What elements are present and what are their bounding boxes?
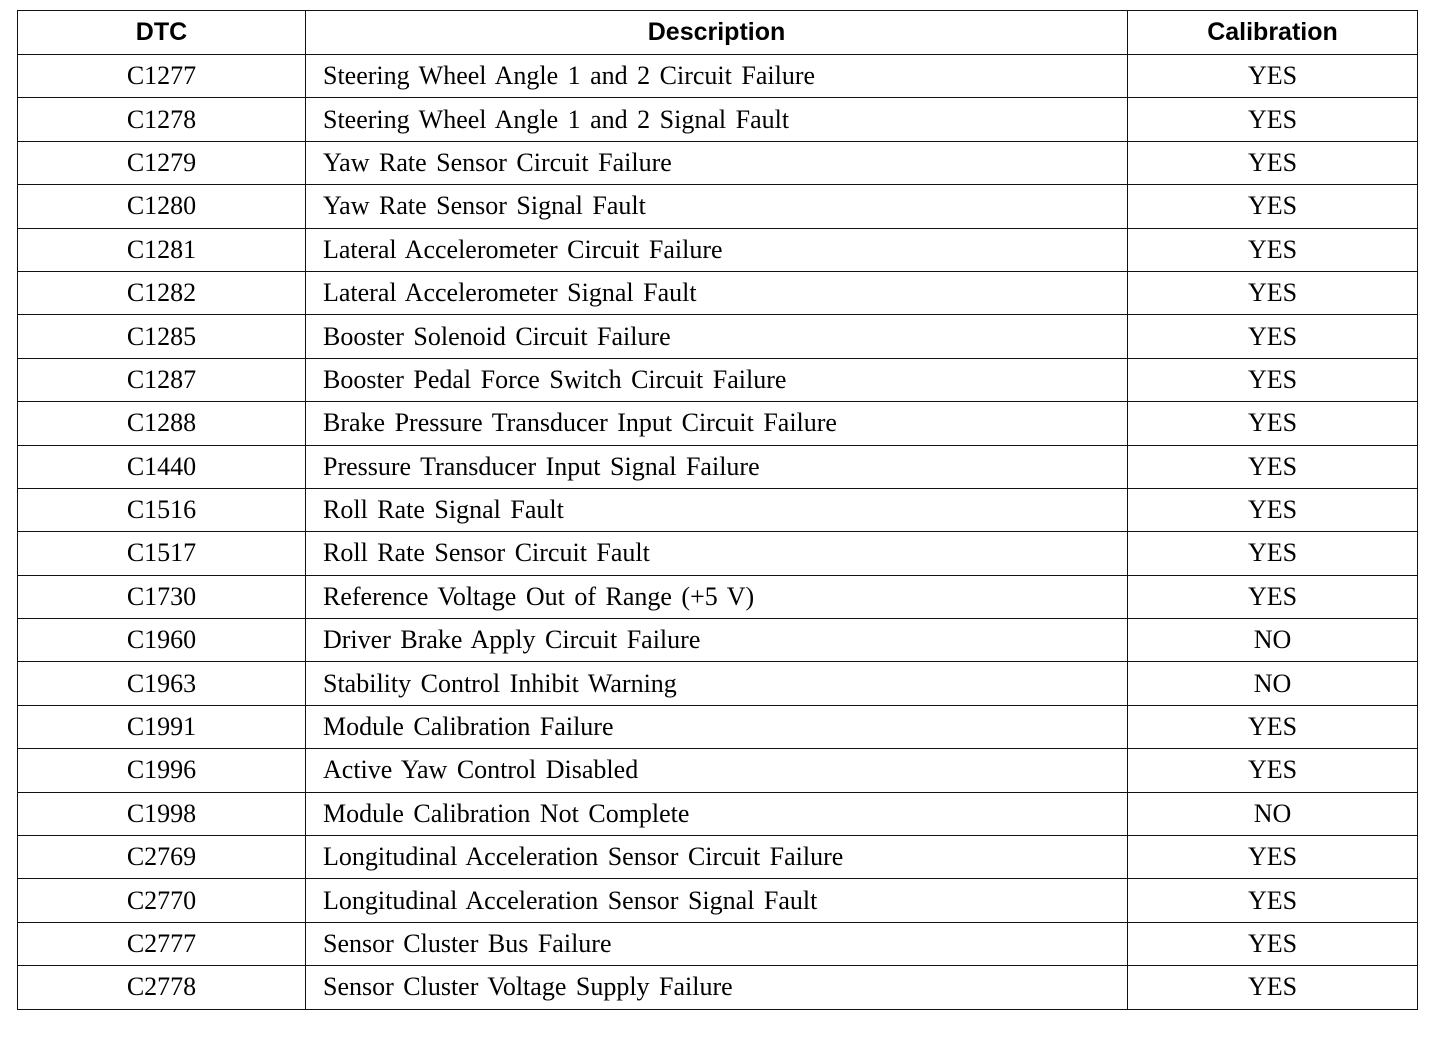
calibration-cell: YES bbox=[1128, 749, 1418, 792]
dtc-cell: C1440 bbox=[18, 445, 306, 488]
table-row bbox=[18, 228, 1418, 271]
calibration-cell: YES bbox=[1128, 879, 1418, 922]
dtc-cell: C1281 bbox=[18, 228, 306, 271]
description-cell: Pressure Transducer Input Signal Failure bbox=[306, 445, 1128, 488]
table-row bbox=[18, 488, 1418, 531]
description-cell: Active Yaw Control Disabled bbox=[306, 749, 1128, 792]
table-row bbox=[18, 879, 1418, 922]
calibration-cell: YES bbox=[1128, 445, 1418, 488]
calibration-cell: YES bbox=[1128, 55, 1418, 98]
table-row bbox=[18, 141, 1418, 184]
description-cell: Steering Wheel Angle 1 and 2 Circuit Failure bbox=[306, 55, 1128, 98]
dtc-cell: C1996 bbox=[18, 749, 306, 792]
calibration-cell: YES bbox=[1128, 315, 1418, 358]
table-row bbox=[18, 619, 1418, 662]
description-cell: Driver Brake Apply Circuit Failure bbox=[306, 619, 1128, 662]
table-row bbox=[18, 836, 1418, 879]
calibration-cell: YES bbox=[1128, 836, 1418, 879]
calibration-cell: YES bbox=[1128, 98, 1418, 141]
dtc-cell: C1998 bbox=[18, 792, 306, 835]
dtc-cell: C1991 bbox=[18, 705, 306, 748]
dtc-table bbox=[17, 10, 1418, 1010]
table-row bbox=[18, 402, 1418, 445]
description-cell: Sensor Cluster Voltage Supply Failure bbox=[306, 966, 1128, 1009]
description-cell: Longitudinal Acceleration Sensor Circuit Failure bbox=[306, 836, 1128, 879]
calibration-cell: YES bbox=[1128, 488, 1418, 531]
dtc-cell: C1730 bbox=[18, 575, 306, 618]
description-cell: Booster Pedal Force Switch Circuit Failure bbox=[306, 358, 1128, 401]
dtc-cell: C1278 bbox=[18, 98, 306, 141]
dtc-cell: C2770 bbox=[18, 879, 306, 922]
dtc-cell: C1288 bbox=[18, 402, 306, 445]
dtc-cell: C1960 bbox=[18, 619, 306, 662]
description-cell: Reference Voltage Out of Range (+5 V) bbox=[306, 575, 1128, 618]
dtc-cell: C2769 bbox=[18, 836, 306, 879]
header-row bbox=[18, 11, 1418, 55]
description-cell: Roll Rate Signal Fault bbox=[306, 488, 1128, 531]
dtc-cell: C1516 bbox=[18, 488, 306, 531]
table-row bbox=[18, 749, 1418, 792]
description-cell: Booster Solenoid Circuit Failure bbox=[306, 315, 1128, 358]
dtc-cell: C1963 bbox=[18, 662, 306, 705]
table-row bbox=[18, 445, 1418, 488]
header-description: Description bbox=[306, 11, 1128, 55]
calibration-cell: YES bbox=[1128, 966, 1418, 1009]
description-cell: Lateral Accelerometer Signal Fault bbox=[306, 271, 1128, 314]
description-cell: Stability Control Inhibit Warning bbox=[306, 662, 1128, 705]
dtc-cell: C1285 bbox=[18, 315, 306, 358]
calibration-cell: NO bbox=[1128, 662, 1418, 705]
dtc-cell: C1280 bbox=[18, 185, 306, 228]
dtc-cell: C1277 bbox=[18, 55, 306, 98]
description-cell: Yaw Rate Sensor Signal Fault bbox=[306, 185, 1128, 228]
calibration-cell: YES bbox=[1128, 705, 1418, 748]
table-row bbox=[18, 575, 1418, 618]
table-row bbox=[18, 358, 1418, 401]
description-cell: Lateral Accelerometer Circuit Failure bbox=[306, 228, 1128, 271]
table-row bbox=[18, 271, 1418, 314]
calibration-cell: YES bbox=[1128, 185, 1418, 228]
table-row bbox=[18, 705, 1418, 748]
table-body bbox=[18, 55, 1418, 1010]
table-header bbox=[18, 11, 1418, 55]
dtc-cell: C1287 bbox=[18, 358, 306, 401]
calibration-cell: YES bbox=[1128, 228, 1418, 271]
table-row bbox=[18, 315, 1418, 358]
description-cell: Longitudinal Acceleration Sensor Signal Fault bbox=[306, 879, 1128, 922]
table-row bbox=[18, 792, 1418, 835]
calibration-cell: NO bbox=[1128, 619, 1418, 662]
description-cell: Brake Pressure Transducer Input Circuit Failure bbox=[306, 402, 1128, 445]
calibration-cell: YES bbox=[1128, 141, 1418, 184]
calibration-cell: YES bbox=[1128, 271, 1418, 314]
table-row bbox=[18, 966, 1418, 1009]
table-row bbox=[18, 532, 1418, 575]
header-calibration: Calibration bbox=[1128, 11, 1418, 55]
table-row bbox=[18, 185, 1418, 228]
table-row bbox=[18, 662, 1418, 705]
dtc-cell: C2777 bbox=[18, 922, 306, 965]
table-row bbox=[18, 98, 1418, 141]
calibration-cell: YES bbox=[1128, 358, 1418, 401]
description-cell: Module Calibration Not Complete bbox=[306, 792, 1128, 835]
calibration-cell: YES bbox=[1128, 532, 1418, 575]
description-cell: Steering Wheel Angle 1 and 2 Signal Fault bbox=[306, 98, 1128, 141]
description-cell: Sensor Cluster Bus Failure bbox=[306, 922, 1128, 965]
calibration-cell: YES bbox=[1128, 402, 1418, 445]
header-dtc: DTC bbox=[18, 11, 306, 55]
calibration-cell: YES bbox=[1128, 575, 1418, 618]
dtc-cell: C1279 bbox=[18, 141, 306, 184]
table-row bbox=[18, 922, 1418, 965]
calibration-cell: YES bbox=[1128, 922, 1418, 965]
dtc-cell: C1282 bbox=[18, 271, 306, 314]
table-row bbox=[18, 55, 1418, 98]
description-cell: Module Calibration Failure bbox=[306, 705, 1128, 748]
dtc-cell: C2778 bbox=[18, 966, 306, 1009]
description-cell: Roll Rate Sensor Circuit Fault bbox=[306, 532, 1128, 575]
calibration-cell: NO bbox=[1128, 792, 1418, 835]
description-cell: Yaw Rate Sensor Circuit Failure bbox=[306, 141, 1128, 184]
dtc-cell: C1517 bbox=[18, 532, 306, 575]
